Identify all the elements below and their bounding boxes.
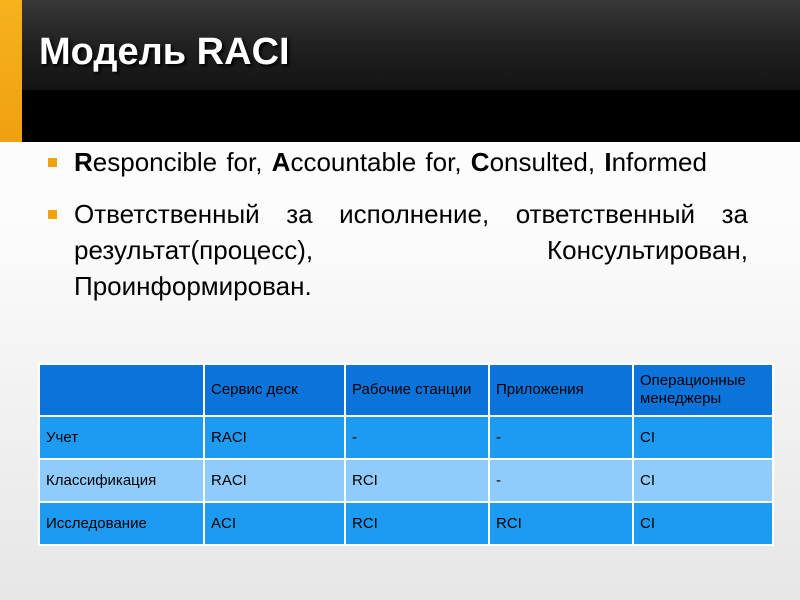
bullet-text-segment: esponcible for, xyxy=(92,147,272,177)
table-cell: RCI xyxy=(345,459,489,502)
accent-bar xyxy=(0,0,22,142)
bullet-text-segment: Ответственный за исполнение, ответственный за результат(процесс), Консультирован, Проинформирован. xyxy=(74,199,748,301)
bullet-item xyxy=(48,144,748,180)
table-cell: ACI xyxy=(204,502,345,545)
bullet-text-segment: nformed xyxy=(611,147,707,177)
table-cell: CI xyxy=(633,416,773,459)
bullet-marker-icon xyxy=(48,158,57,167)
title-band-lower xyxy=(22,90,800,142)
bullet-text xyxy=(74,199,748,301)
bullet-text-segment: C xyxy=(470,147,490,177)
table-header-cell: Операционные менеджеры xyxy=(633,364,773,416)
bullet-marker-icon xyxy=(48,210,57,219)
table-row-label: Классификация xyxy=(39,459,204,502)
bullet-text-segment: ccountable for, xyxy=(290,147,471,177)
table-header-cell: Приложения xyxy=(489,364,633,416)
table-header-cell xyxy=(39,364,204,416)
table-header-cell: Сервис деск xyxy=(204,364,345,416)
table-row-label: Исследование xyxy=(39,502,204,545)
table-row xyxy=(39,459,773,502)
table-cell: CI xyxy=(633,459,773,502)
table-cell: CI xyxy=(633,502,773,545)
table-cell: - xyxy=(489,416,633,459)
bullet-text-segment: A xyxy=(271,147,291,177)
table-cell: - xyxy=(489,459,633,502)
bullet-text-segment: I xyxy=(604,147,612,177)
table-cell: - xyxy=(345,416,489,459)
bullet-item xyxy=(48,196,748,304)
table-row xyxy=(39,502,773,545)
raci-table xyxy=(38,363,774,546)
table-row xyxy=(39,416,773,459)
table-cell: RCI xyxy=(345,502,489,545)
bullet-text xyxy=(74,147,707,177)
bullet-list xyxy=(48,144,748,304)
table-row-label: Учет xyxy=(39,416,204,459)
table-header-row xyxy=(39,364,773,416)
table-cell: RACI xyxy=(204,459,345,502)
table-header-cell: Рабочие станции xyxy=(345,364,489,416)
table-cell: RACI xyxy=(204,416,345,459)
bullet-text-segment: onsulted, xyxy=(489,147,605,177)
table-cell: RCI xyxy=(489,502,633,545)
slide-title: Модель RACI xyxy=(39,31,290,73)
bullet-text-segment: R xyxy=(74,147,93,177)
